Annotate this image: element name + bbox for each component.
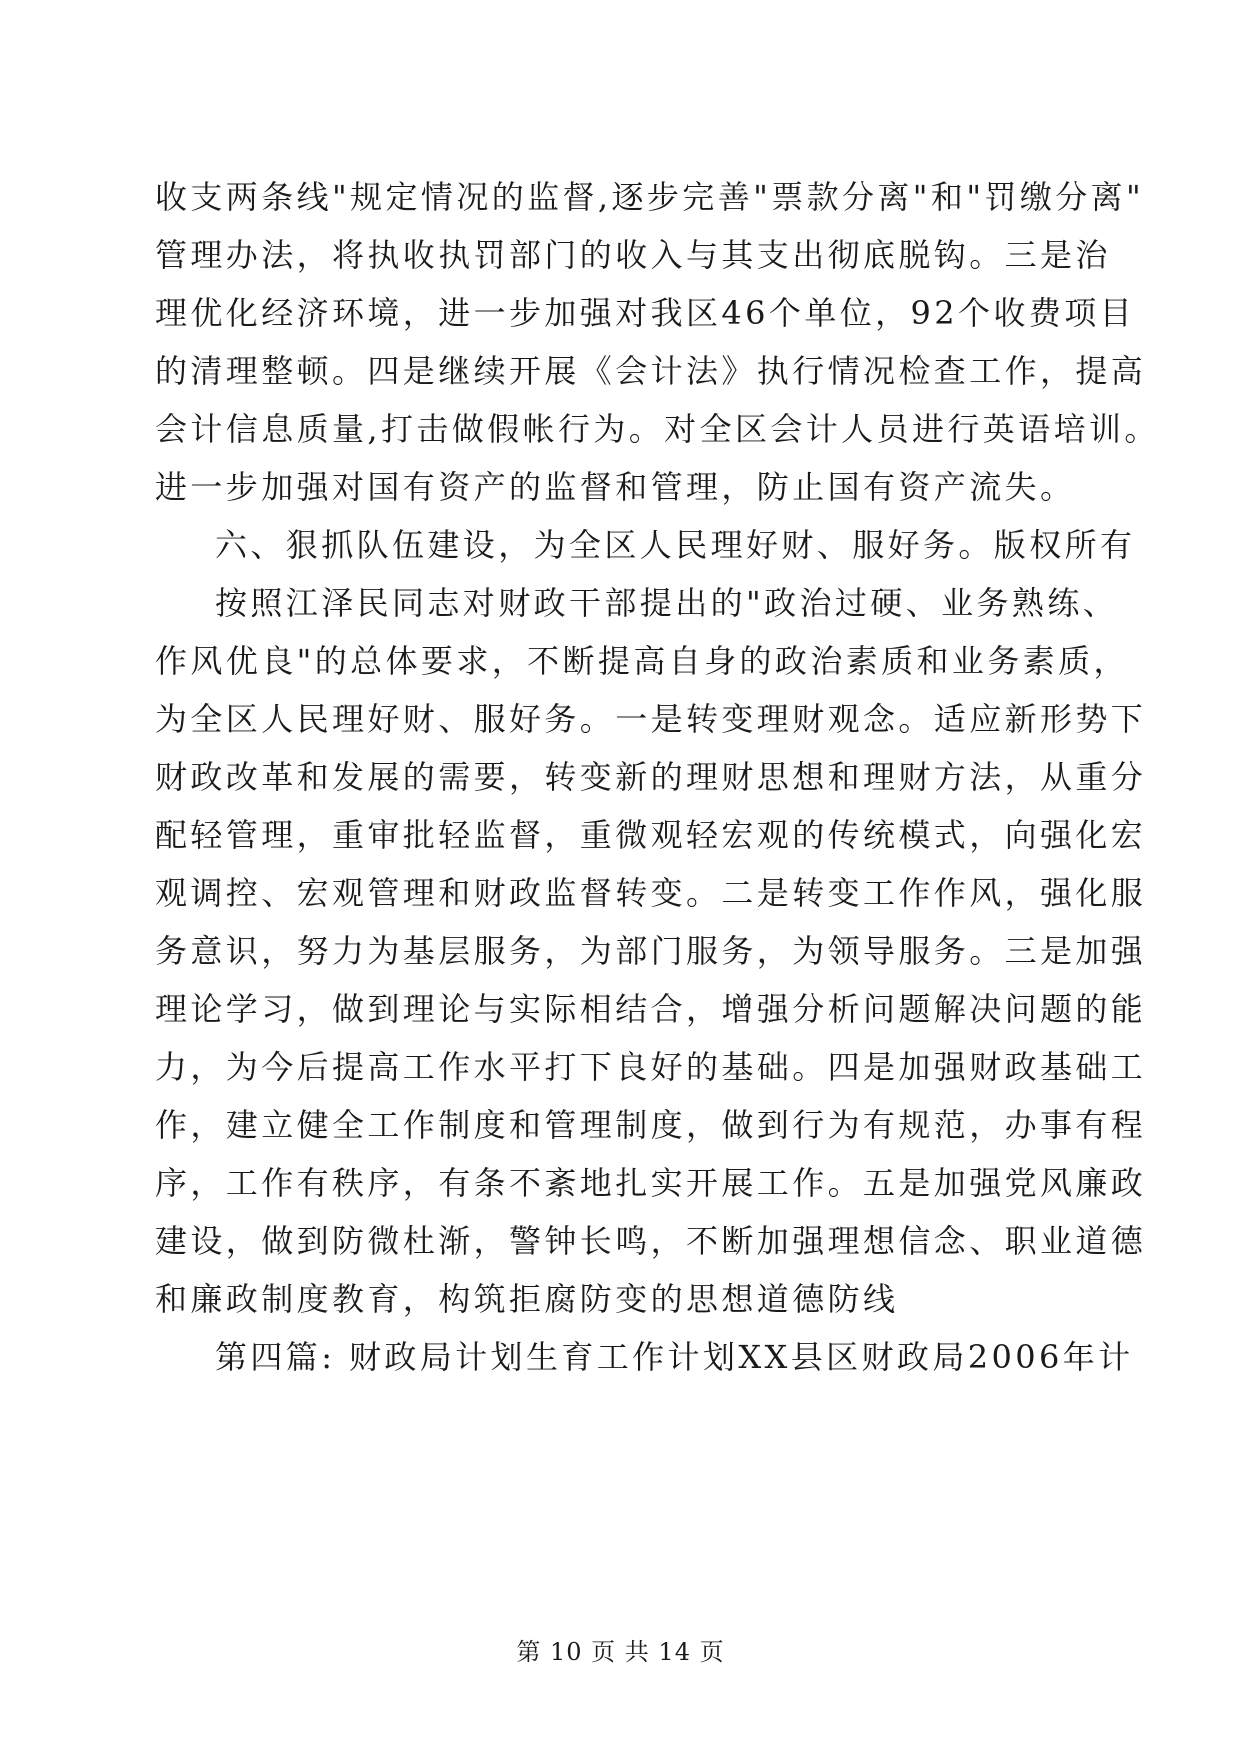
text-line: 力，为今后提高工作水平打下良好的基础。四是加强财政基础工 (155, 1048, 1147, 1086)
text-line: 观调控、宏观管理和财政监督转变。二是转变工作作风，强化服 (155, 874, 1147, 912)
text-line: 为全区人民理好财、服好务。一是转变理财观念。适应新形势下 (155, 700, 1147, 738)
text-line: 建设，做到防微杜渐，警钟长鸣，不断加强理想信念、职业道德 (155, 1222, 1147, 1260)
text-line: 务意识，努力为基层服务，为部门服务，为领导服务。三是加强 (155, 932, 1147, 970)
text-line: 的清理整顿。四是继续开展《会计法》执行情况检查工作，提高 (155, 352, 1147, 390)
text-line: 财政改革和发展的需要，转变新的理财思想和理财方法，从重分 (155, 758, 1147, 796)
text-line: 序，工作有秩序，有条不紊地扎实开展工作。五是加强党风廉政 (155, 1164, 1147, 1202)
page-number-footer: 第 10 页 共 14 页 (516, 1638, 725, 1666)
section-heading: 六、狠抓队伍建设，为全区人民理好财、服好务。版权所有 (215, 526, 1136, 564)
text-line: 和廉政制度教育，构筑拒腐防变的思想道德防线 (155, 1280, 899, 1318)
text-line: 管理办法，将执收执罚部门的收入与其支出彻底脱钩。三是治 (155, 236, 1111, 274)
text-line: 作风优良"的总体要求，不断提高自身的政治素质和业务素质， (155, 642, 1129, 680)
text-line: 配轻管理，重审批轻监督，重微观轻宏观的传统模式，向强化宏 (155, 816, 1147, 854)
text-line: 理论学习，做到理论与实际相结合，增强分析问题解决问题的能 (155, 990, 1147, 1028)
text-line: 收支两条线"规定情况的监督,逐步完善"票款分离"和"罚缴分离" (155, 178, 1145, 216)
text-line: 理优化经济环境，进一步加强对我区46个单位，92个收费项目 (155, 294, 1136, 332)
text-line: 作，建立健全工作制度和管理制度，做到行为有规范，办事有程 (155, 1106, 1147, 1144)
chapter-heading: 第四篇: 财政局计划生育工作计划XX县区财政局2006年计 (215, 1338, 1134, 1376)
paragraph-start-line: 按照江泽民同志对财政干部提出的"政治过硬、业务熟练、 (215, 584, 1119, 622)
document-body (155, 168, 1160, 1386)
text-line: 会计信息质量,打击做假帐行为。对全区会计人员进行英语培训。 (155, 410, 1160, 448)
text-line: 进一步加强对国有资产的监督和管理，防止国有资产流失。 (155, 468, 1076, 506)
